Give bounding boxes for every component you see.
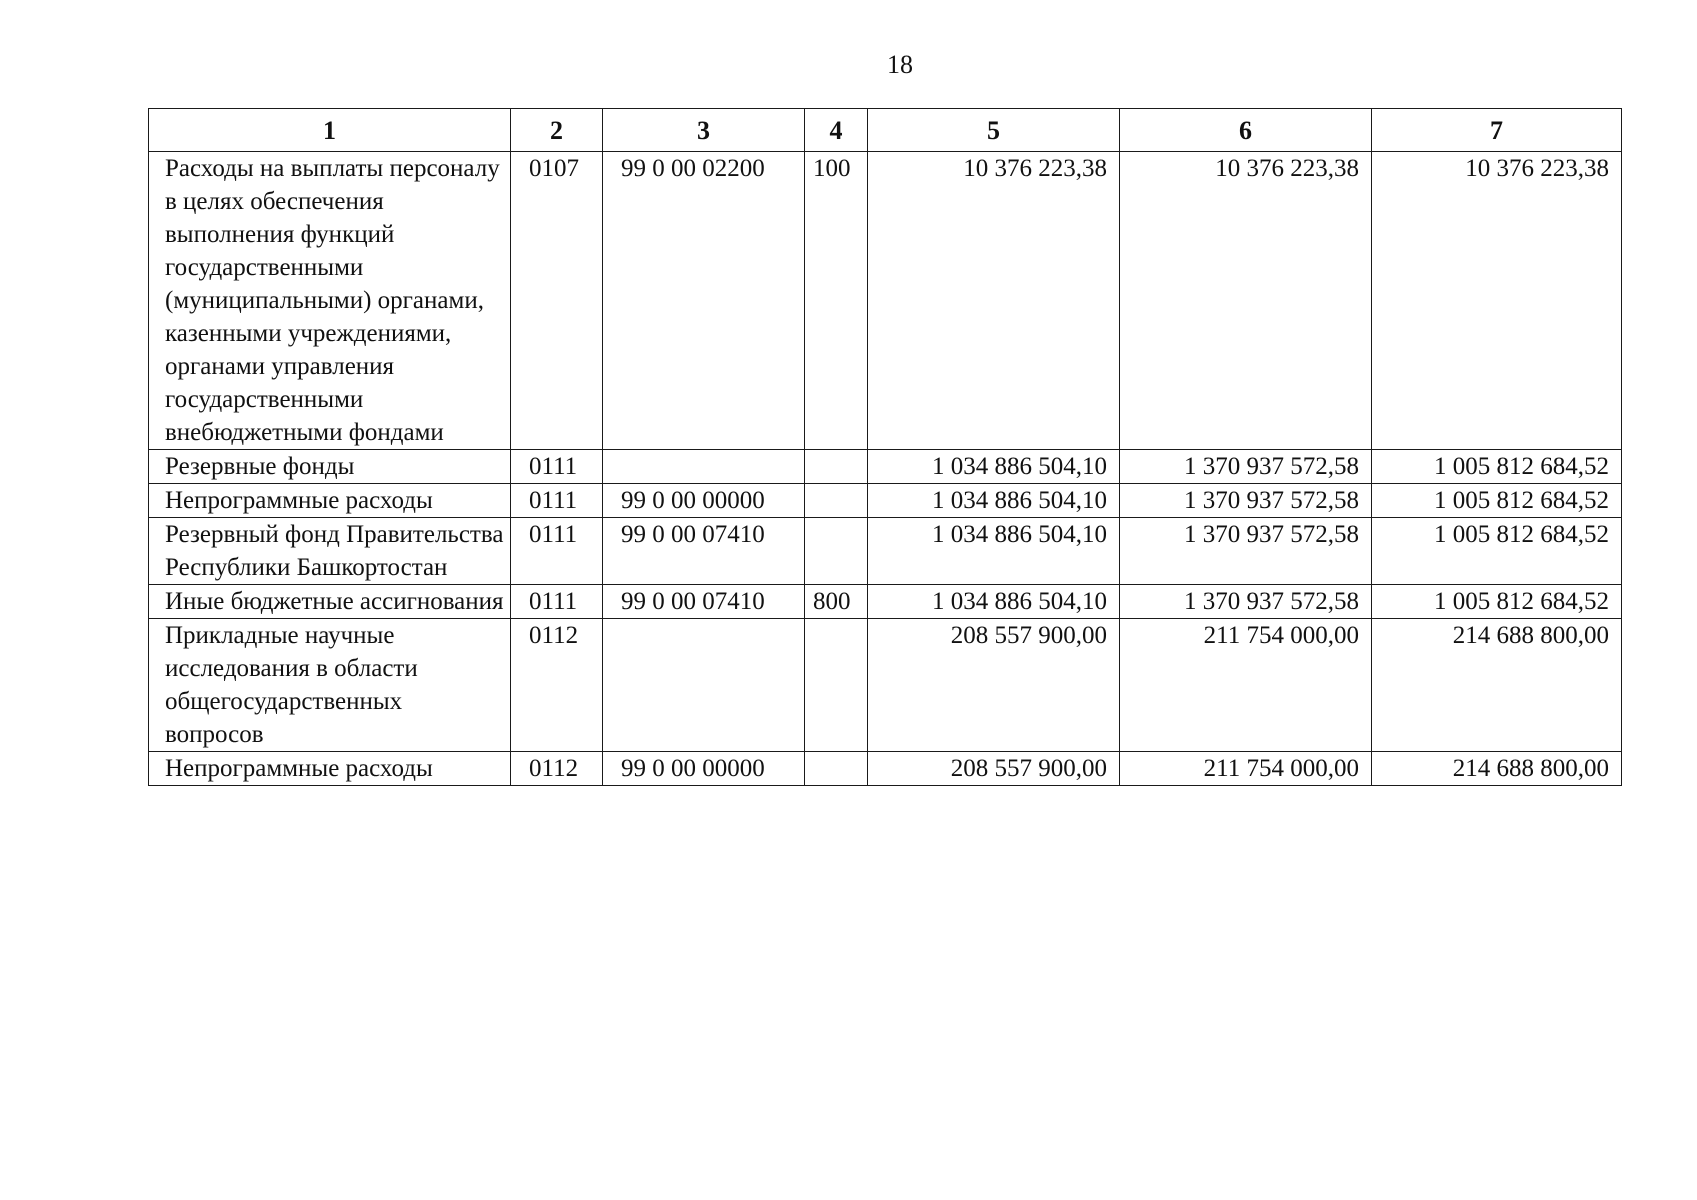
table-row: [149, 484, 1622, 518]
row-value-5: 208 557 900,00: [868, 619, 1120, 752]
column-header-5: 5: [868, 109, 1120, 152]
row-value-6: 10 376 223,38: [1120, 152, 1372, 450]
row-type-code: [805, 752, 868, 786]
row-section-code: 0111: [511, 518, 603, 585]
column-header-4: 4: [805, 109, 868, 152]
row-name: Расходы на выплаты персоналу в целях обеспечения выполнения функций государственными (муниципальными) органами, казенными учреждениями, органами управления государственными внебюджетными фондами: [149, 152, 511, 450]
row-value-5: 1 034 886 504,10: [868, 518, 1120, 585]
row-type-code: 100: [805, 152, 868, 450]
column-header-6: 6: [1120, 109, 1372, 152]
row-value-5: 208 557 900,00: [868, 752, 1120, 786]
header-row: [149, 109, 1622, 152]
budget-table: [148, 108, 1622, 786]
row-value-6: 1 370 937 572,58: [1120, 518, 1372, 585]
row-value-7: 1 005 812 684,52: [1372, 518, 1622, 585]
row-name: Непрограммные расходы: [149, 484, 511, 518]
table-row: [149, 585, 1622, 619]
row-value-5: 1 034 886 504,10: [868, 585, 1120, 619]
row-value-7: 1 005 812 684,52: [1372, 585, 1622, 619]
row-target-code: 99 0 00 07410: [603, 518, 805, 585]
row-section-code: 0112: [511, 752, 603, 786]
row-type-code: [805, 484, 868, 518]
row-type-code: 800: [805, 585, 868, 619]
column-header-7: 7: [1372, 109, 1622, 152]
row-value-6: 1 370 937 572,58: [1120, 585, 1372, 619]
row-target-code: 99 0 00 02200: [603, 152, 805, 450]
table-row: [149, 752, 1622, 786]
row-value-6: 1 370 937 572,58: [1120, 484, 1372, 518]
row-value-7: 214 688 800,00: [1372, 752, 1622, 786]
row-type-code: [805, 518, 868, 585]
row-target-code: [603, 619, 805, 752]
row-value-6: 1 370 937 572,58: [1120, 450, 1372, 484]
row-section-code: 0111: [511, 484, 603, 518]
column-header-3: 3: [603, 109, 805, 152]
page-number: 18: [887, 50, 913, 79]
row-section-code: 0107: [511, 152, 603, 450]
row-value-7: 1 005 812 684,52: [1372, 450, 1622, 484]
row-value-5: 1 034 886 504,10: [868, 450, 1120, 484]
row-name: Непрограммные расходы: [149, 752, 511, 786]
row-value-6: 211 754 000,00: [1120, 619, 1372, 752]
row-value-5: 10 376 223,38: [868, 152, 1120, 450]
row-value-5: 1 034 886 504,10: [868, 484, 1120, 518]
column-header-1: 1: [149, 109, 511, 152]
table-row: [149, 518, 1622, 585]
row-section-code: 0112: [511, 619, 603, 752]
row-section-code: 0111: [511, 450, 603, 484]
row-target-code: 99 0 00 07410: [603, 585, 805, 619]
row-value-7: 10 376 223,38: [1372, 152, 1622, 450]
row-name: Резервный фонд Правительства Республики Башкортостан: [149, 518, 511, 585]
row-value-7: 214 688 800,00: [1372, 619, 1622, 752]
row-name: Прикладные научные исследования в области общегосударственных вопросов: [149, 619, 511, 752]
row-target-code: 99 0 00 00000: [603, 484, 805, 518]
table-row: [149, 152, 1622, 450]
table-row: [149, 450, 1622, 484]
column-header-2: 2: [511, 109, 603, 152]
row-name: Резервные фонды: [149, 450, 511, 484]
row-value-7: 1 005 812 684,52: [1372, 484, 1622, 518]
row-target-code: [603, 450, 805, 484]
row-target-code: 99 0 00 00000: [603, 752, 805, 786]
row-type-code: [805, 619, 868, 752]
row-name: Иные бюджетные ассигнования: [149, 585, 511, 619]
row-value-6: 211 754 000,00: [1120, 752, 1372, 786]
table-row: [149, 619, 1622, 752]
row-type-code: [805, 450, 868, 484]
row-section-code: 0111: [511, 585, 603, 619]
